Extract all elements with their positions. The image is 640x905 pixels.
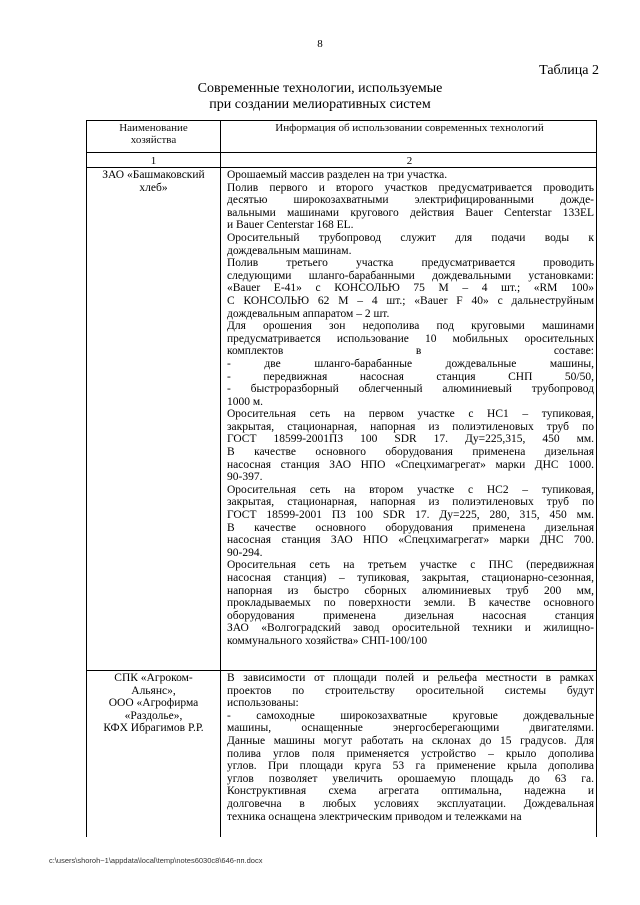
info-text-line: дождевальным аппаратом – 2 шт. — [227, 307, 390, 320]
column-divider — [220, 121, 221, 837]
info-text-line: Данные машины могут работать на склонах до 15 градусов. Для — [227, 734, 594, 747]
info-text-line: 90-294. — [227, 546, 263, 559]
info-text-line: В зависимости от площади полей и рельефа местности в рамках — [227, 672, 594, 684]
info-text-line: Оросительная сеть на третьем участке с ПНС (передвижная — [227, 559, 594, 572]
info-text-line: Оросительная сеть на втором участке с НС2 – тупиковая, — [227, 483, 594, 496]
info-text-line: использованы: — [227, 697, 299, 710]
info-text-line: Для орошения зон недополива под круговыми машинами — [227, 320, 594, 333]
row-divider — [87, 670, 596, 671]
table-label: Таблица 2 — [539, 63, 599, 78]
info-text-line: долговечна в любых условиях эксплуатации. Дождевальная — [227, 797, 594, 810]
info-text-line: коммунального хозяйства» СНП-100/100 — [227, 634, 428, 647]
farm-name-line: ООО «Агрофирма — [108, 697, 199, 710]
info-text-line: техника оснащена электрическим приводом и тележками на — [227, 810, 522, 823]
info-text-line: напорная из быстро сборных алюминиевых труб 200 мм, — [227, 584, 594, 597]
farm-name-line: СПК «Агроком- — [114, 672, 193, 684]
info-text-line: вальными машинами кругового действия Bauer Centerstar 133EL — [227, 206, 594, 219]
info-text-line: ЗАО «Волгоградский завод оросительной техники и жилищно- — [227, 622, 594, 635]
info-text-line: десятью широкозахватными электрифицированными дожде- — [227, 194, 594, 207]
info-text-line: насосная станция ЗАО НПО «Спецхимагрегат» марки ДНС 1000. — [227, 458, 594, 471]
info-text-line: прокладываемых по поверхности земли. В качестве основного — [227, 597, 594, 610]
header-divider — [87, 152, 596, 153]
info-text-line: ГОСТ 18599-2001ПЗ 100 SDR 17. Ду=225,315, 450 мм. — [227, 433, 594, 446]
info-text-line: В качестве основного оборудования применена дизельная — [227, 446, 594, 459]
farm-name-cell — [89, 169, 218, 194]
info-text-line: насосная станция) – тупиковая, закрытая, стационарно-сезонная, — [227, 572, 594, 584]
farm-name-line: Альянс», — [131, 684, 176, 697]
info-text-line: - передвижная насосная станция СНП 50/50, — [227, 370, 594, 383]
info-text-line: полива углов поля применяется устройство – крыло дополива — [227, 747, 594, 760]
file-path-footer: c:\users\shoroh~1\appdata\local\temp\notes6030c8\646-пп.docx — [49, 856, 263, 865]
info-text-line: насосная станция ЗАО НПО «Спецхимагрегат» марки ДНС 700. — [227, 534, 594, 547]
column-number-1: 1 — [150, 155, 157, 167]
technology-table — [86, 120, 597, 837]
info-text-line: углов позволяет увеличить орошаемую площадь до 63 га. — [227, 772, 594, 785]
info-text-line: предусматривается использование 10 мобильных оросительных — [227, 332, 594, 345]
farm-name-line: ЗАО «Башмаковский — [102, 169, 205, 181]
farm-name-line: хлеб» — [139, 181, 168, 194]
technology-info-cell — [227, 169, 594, 648]
info-text-line: В качестве основного оборудования применена дизельная — [227, 521, 594, 534]
info-text-line: С КОНСОЛЬЮ 62 М – 4 шт.; «Bauer F 40» с дальнеструйным — [227, 294, 594, 307]
info-text-line: Полив третьего участка предусматривается проводить — [227, 257, 594, 270]
document-title — [0, 81, 640, 113]
farm-name-line: КФХ Ибрагимов Р.Р. — [103, 722, 204, 735]
info-text-line: комплектов в составе: — [227, 345, 594, 358]
page-number: 8 — [317, 38, 323, 50]
header-farm-name — [87, 122, 220, 146]
info-text-line: Полив первого и второго участков предусматривается проводить — [227, 181, 594, 194]
info-text-line: ГОСТ 18599-2001 ПЗ 100 SDR 17. Ду=225, 280, 315, 450 мм. — [227, 509, 594, 522]
title-line-1: Современные технологии, используемые — [197, 81, 443, 96]
farm-name-line: «Раздолье», — [124, 709, 183, 722]
info-text-line: следующими шланго-барабанными дождевальными установками: — [227, 269, 594, 282]
header-farm-name-line: хозяйства — [130, 134, 177, 146]
info-text-line: проектов по строительству оросительной системы будут — [227, 684, 594, 697]
info-text-line: - две шланго-барабанные дождевальные машины, — [227, 357, 594, 370]
farm-name-cell — [89, 672, 218, 735]
info-text-line: Оросительная сеть на первом участке с НС1 – тупиковая, — [227, 408, 594, 421]
info-text-line: и Bauer Centerstar 168 EL. — [227, 219, 354, 232]
info-text-line: 90-397. — [227, 471, 263, 484]
info-text-line: углов. При площади круга 53 га применение крыла дополива — [227, 760, 594, 773]
technology-info-cell — [227, 672, 594, 823]
info-text-line: дождевальным машинам. — [227, 244, 352, 257]
info-text-line: закрытая, стационарная, напорная из полиэтиленовых труб по — [227, 420, 594, 433]
info-text-line: - быстроразборный облегченный алюминиевый трубопровод — [227, 383, 594, 396]
info-text-line: «Bauer E-41» с КОНСОЛЬЮ 75 М – 4 шт.; «RM 100» — [227, 282, 594, 295]
info-text-line: оборудования применена дизельная насосная станция — [227, 609, 594, 622]
info-text-line: Оросительный трубопровод служит для подачи воды к — [227, 231, 594, 244]
title-line-2: при создании мелиоративных систем — [209, 97, 431, 112]
number-row-divider — [87, 167, 596, 168]
info-text-line: - самоходные широкозахватные круговые дождевальные — [227, 709, 594, 722]
header-farm-name-line: Наименование — [119, 122, 188, 134]
info-text-line: Конструктивная схема агрегата оптимальна, надежна и — [227, 785, 594, 798]
column-number-2: 2 — [406, 155, 413, 167]
info-text-line: закрытая, стационарная, напорная из полиэтиленовых труб по — [227, 496, 594, 509]
info-text-line: машины, оснащенные энергосберегающими двигателями. — [227, 722, 594, 735]
info-text-line: Орошаемый массив разделен на три участка. — [227, 169, 448, 181]
header-technology-info: Информация об использовании современных технологий — [275, 122, 544, 134]
info-text-line: 1000 м. — [227, 395, 264, 408]
